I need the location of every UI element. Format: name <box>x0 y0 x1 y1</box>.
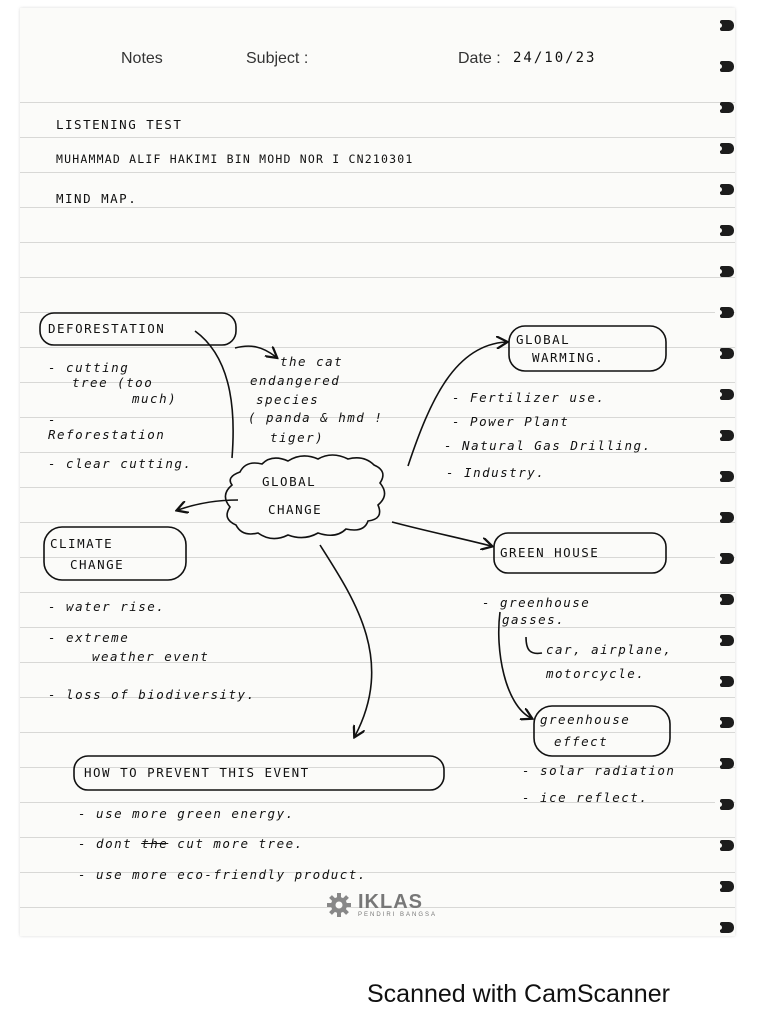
greenhouse-effect-title: greenhouse <box>540 712 631 727</box>
warming-item: - Natural Gas Drilling. <box>444 438 652 453</box>
logo-word: IKLAS <box>358 891 423 913</box>
date-label: Date : <box>458 50 501 67</box>
prevent-item: - dont the cut more tree. <box>78 836 304 851</box>
deforestation-item: Reforestation <box>48 427 166 442</box>
logo-tagline: PENDIRI BANGSA <box>358 912 438 918</box>
student-name: MUHAMMAD ALIF HAKIMI BIN MOHD NOR I CN210301 <box>56 152 414 166</box>
listening-test-title: LISTENING TEST <box>56 117 183 132</box>
greenhouse-effect-item: - ice reflect. <box>522 790 649 805</box>
iklas-logo <box>326 892 437 918</box>
greenhouse-item: motorcycle. <box>546 666 646 681</box>
camscanner-watermark: Scanned with CamScanner <box>367 980 670 1008</box>
endangered-line: the cat <box>280 354 344 369</box>
warming-item: - Fertilizer use. <box>452 390 606 405</box>
climate-item: - water rise. <box>48 599 166 614</box>
greenhouse-item: car, airplane, <box>546 642 673 657</box>
endangered-line: ( panda & hmd ! <box>248 410 384 425</box>
mind-map-heading: MIND MAP. <box>56 191 138 206</box>
prevent-title: HOW TO PREVENT THIS EVENT <box>84 765 310 780</box>
prevent-item: - use more eco-friendly product. <box>78 867 367 882</box>
climate-change-title: CHANGE <box>70 557 125 572</box>
subject-label: Subject : <box>246 50 309 67</box>
deforestation-item: - clear cutting. <box>48 456 193 471</box>
global-warming-title: WARMING. <box>532 350 605 365</box>
green-house-title: GREEN HOUSE <box>500 545 600 560</box>
greenhouse-item: - greenhouse <box>482 595 591 610</box>
deforestation-title: DEFORESTATION <box>48 321 166 336</box>
climate-item: - extreme <box>48 630 130 645</box>
greenhouse-effect-item: - solar radiation <box>522 763 676 778</box>
warming-item: - Industry. <box>446 465 546 480</box>
endangered-line: endangered <box>250 373 341 388</box>
spiral-binding <box>712 10 742 940</box>
endangered-line: species <box>256 392 320 407</box>
global-warming-title: GLOBAL <box>516 332 571 347</box>
global-change-line1: GLOBAL <box>262 474 317 489</box>
climate-change-title: CLIMATE <box>50 536 114 551</box>
deforestation-item: - cutting <box>48 360 130 375</box>
warming-item: - Power Plant <box>452 414 570 429</box>
gear-icon <box>326 892 352 918</box>
deforestation-item: much) <box>132 391 178 406</box>
prevent-item: - use more green energy. <box>78 806 295 821</box>
greenhouse-item: gasses. <box>502 612 566 627</box>
deforestation-item: tree (too <box>72 375 154 390</box>
endangered-line: tiger) <box>270 430 325 445</box>
climate-item: weather event <box>92 649 210 664</box>
notes-label: Notes <box>121 50 163 67</box>
climate-item: - loss of biodiversity. <box>48 687 256 702</box>
deforestation-dash: - <box>48 412 58 427</box>
date-value: 24/10/23 <box>513 50 597 66</box>
global-change-line2: CHANGE <box>268 502 323 517</box>
greenhouse-effect-title: effect <box>554 734 609 749</box>
